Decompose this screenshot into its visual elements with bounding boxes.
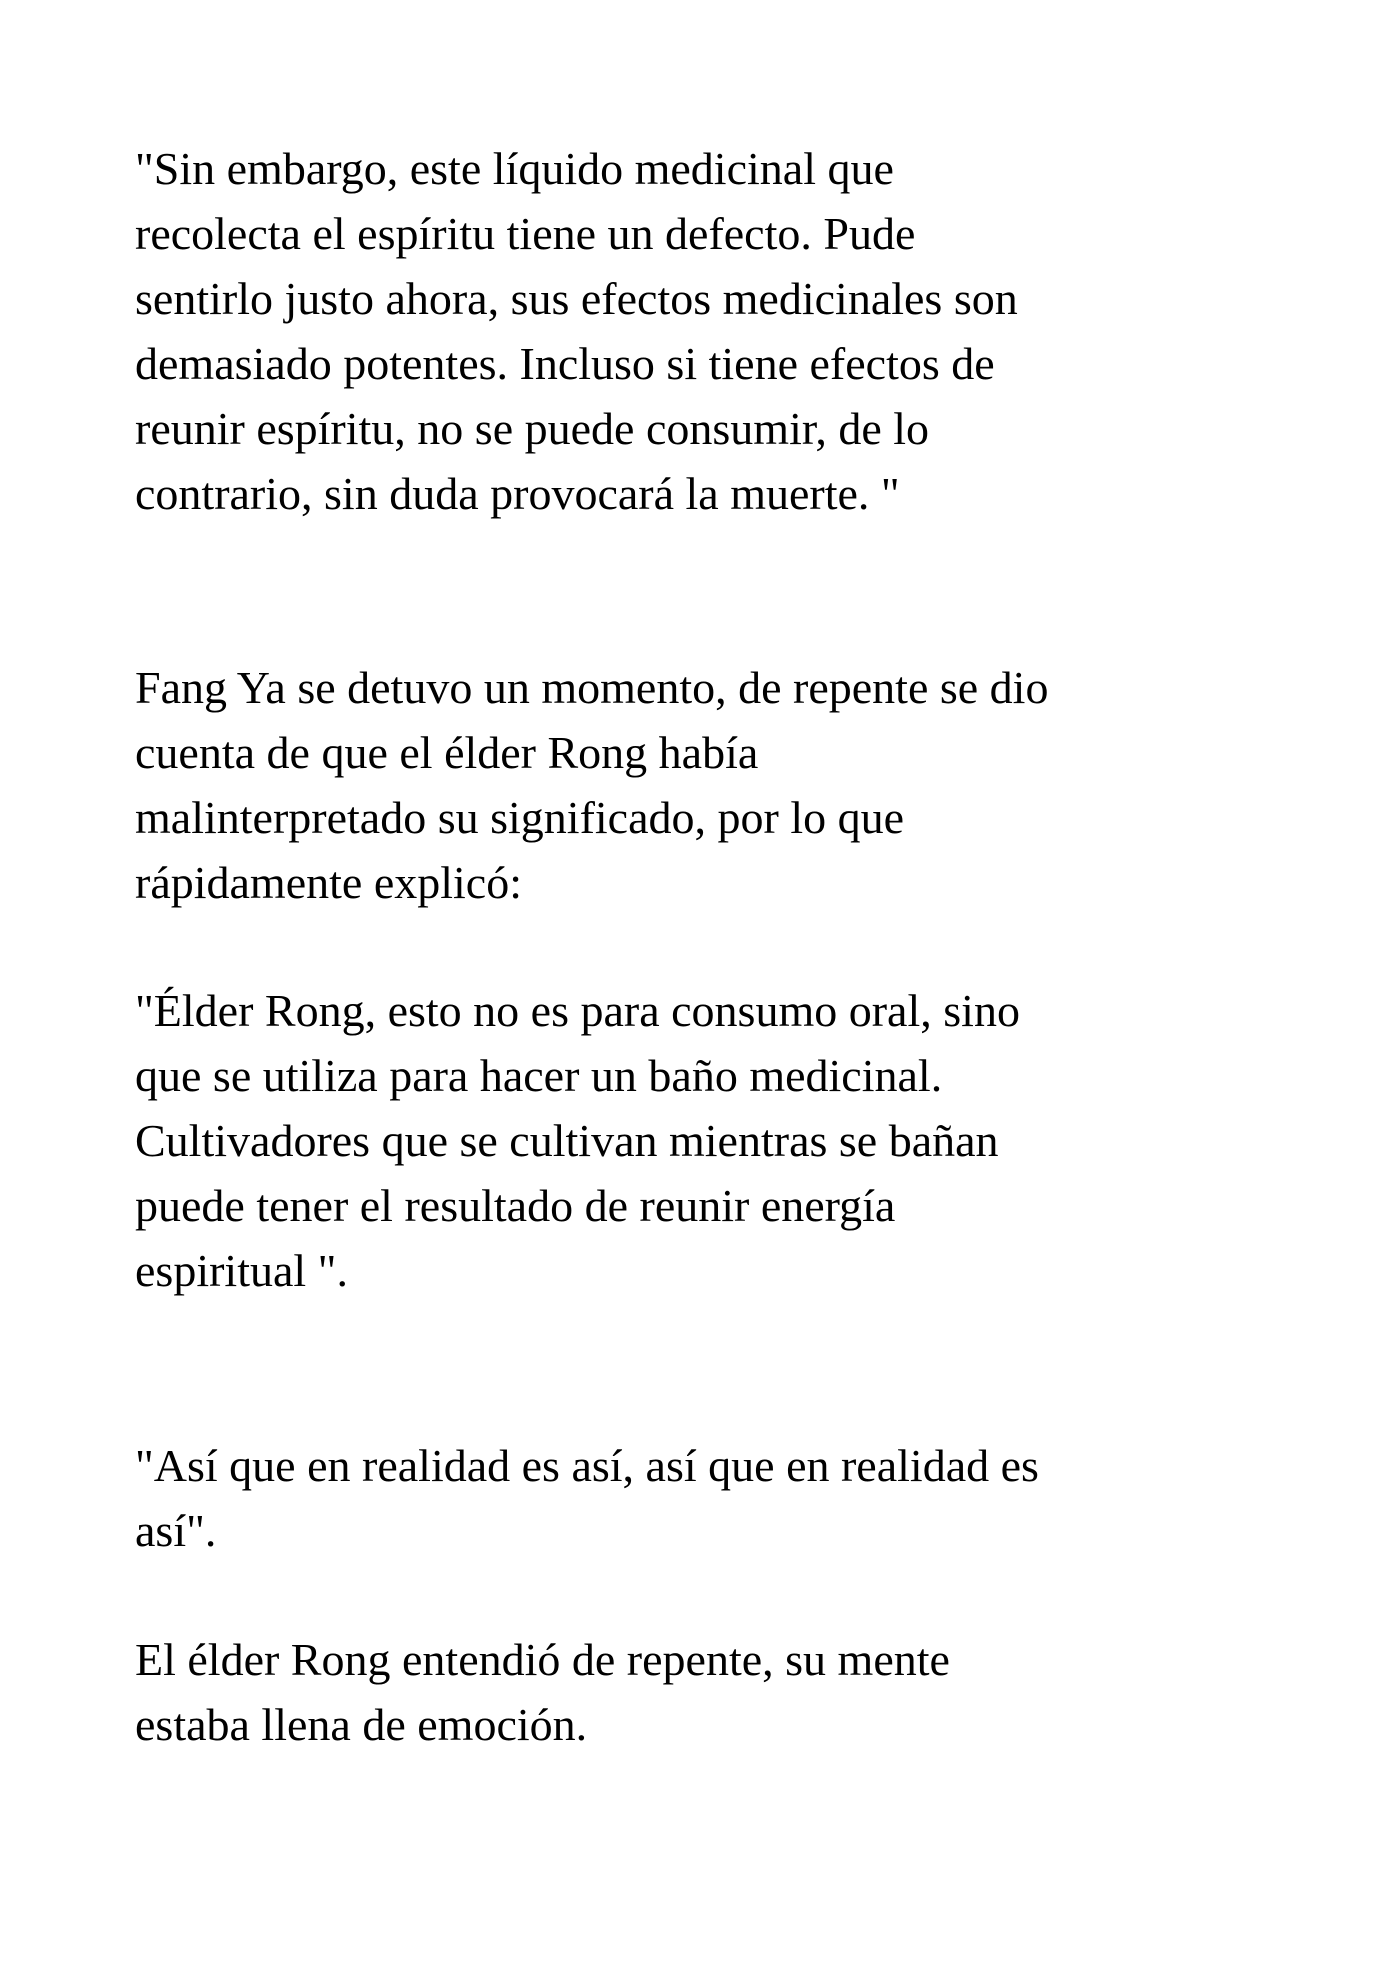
paragraph-3: "Élder Rong, esto no es para consumo oral, sino que se utiliza para hacer un baño medicinal. Cultivadores que se cultivan mientras se bañan puede tener el resultado de reunir energía espiritual ".	[135, 985, 1020, 1296]
paragraph-4: "Así que en realidad es así, así que en realidad es así".	[135, 1440, 1039, 1556]
paragraph-2: Fang Ya se detuvo un momento, de repente se dio cuenta de que el élder Rong había malinterpretado su significado, por lo que rápidamente explicó:	[135, 662, 1049, 908]
paragraph-5: El élder Rong entendió de repente, su mente estaba llena de emoción.	[135, 1634, 950, 1750]
paragraph-1: "Sin embargo, este líquido medicinal que recolecta el espíritu tiene un defecto. Pude sentirlo justo ahora, sus efectos medicinales son demasiado potentes. Incluso si tiene efectos de reunir espíritu, no se puede consumir, de lo contrario, sin duda provocará la muerte. "	[135, 143, 1018, 519]
